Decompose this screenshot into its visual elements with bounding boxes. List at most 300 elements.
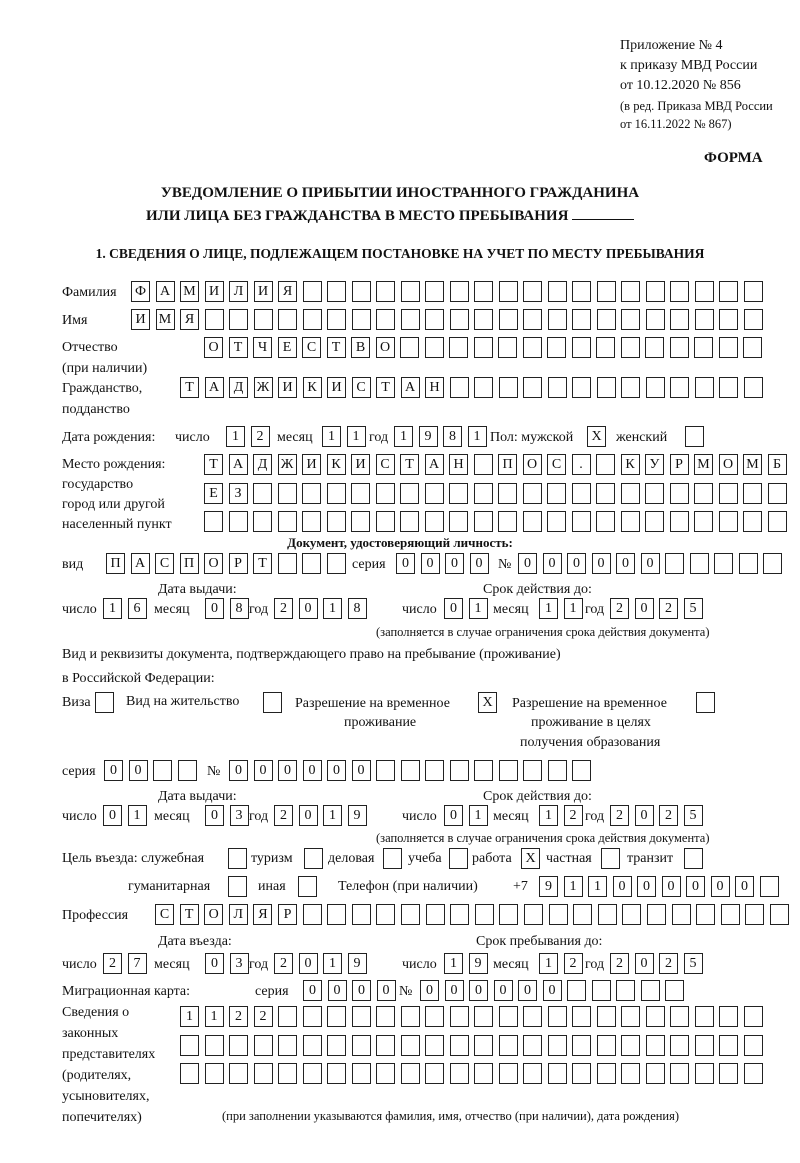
char-box[interactable] [450,309,469,330]
char-box[interactable] [695,377,714,398]
char-box[interactable] [327,281,346,302]
char-box[interactable]: . [572,454,591,475]
char-box[interactable] [670,309,689,330]
char-box[interactable]: С [302,337,321,358]
char-box[interactable] [719,377,738,398]
char-box[interactable] [597,1063,616,1084]
char-box[interactable] [695,281,714,302]
char-box[interactable] [621,483,640,504]
char-box[interactable]: 0 [518,553,537,574]
char-box[interactable] [376,309,395,330]
char-box[interactable]: Н [449,454,468,475]
char-box[interactable] [768,483,787,504]
char-box[interactable]: А [425,454,444,475]
char-box[interactable]: А [205,377,224,398]
char-box[interactable] [474,760,493,781]
char-box[interactable] [474,511,493,532]
char-box[interactable]: Т [400,454,419,475]
char-box[interactable]: Д [253,454,272,475]
char-box[interactable]: 0 [421,553,440,574]
char-box[interactable] [303,1063,322,1084]
char-box[interactable] [645,511,664,532]
char-box[interactable]: М [156,309,175,330]
char-box[interactable] [547,511,566,532]
char-box[interactable]: 0 [445,553,464,574]
char-box[interactable]: 0 [352,760,371,781]
char-box[interactable]: 0 [396,553,415,574]
char-box[interactable] [474,309,493,330]
char-box[interactable] [327,483,346,504]
char-box[interactable] [670,511,689,532]
char-box[interactable]: М [180,281,199,302]
char-box[interactable] [425,309,444,330]
char-box[interactable] [597,309,616,330]
char-box[interactable]: 0 [686,876,705,897]
char-box[interactable]: 1 [468,426,487,447]
char-box[interactable] [670,1063,689,1084]
char-box[interactable] [670,1006,689,1027]
char-box[interactable]: Л [229,281,248,302]
char-box[interactable]: 2 [103,953,122,974]
char-box[interactable] [228,876,247,897]
char-box[interactable] [327,309,346,330]
char-box[interactable] [572,377,591,398]
char-box[interactable] [474,454,493,475]
char-box[interactable] [665,553,684,574]
char-box[interactable]: 1 [323,805,342,826]
char-box[interactable] [327,1035,346,1056]
char-box[interactable]: С [352,377,371,398]
char-box[interactable]: И [302,454,321,475]
char-box[interactable]: 0 [543,980,562,1001]
char-box[interactable] [744,377,763,398]
char-box[interactable] [597,281,616,302]
char-box[interactable]: 9 [419,426,438,447]
char-box[interactable] [694,337,713,358]
char-box[interactable] [180,1063,199,1084]
char-box[interactable] [670,281,689,302]
char-box[interactable] [621,309,640,330]
char-box[interactable]: Р [670,454,689,475]
char-box[interactable] [548,377,567,398]
char-box[interactable] [327,511,346,532]
char-box[interactable]: 0 [352,980,371,1001]
char-box[interactable]: 1 [539,598,558,619]
char-box[interactable] [401,1006,420,1027]
char-box[interactable] [547,483,566,504]
char-box[interactable] [450,904,469,925]
char-box[interactable] [616,980,635,1001]
char-box[interactable] [425,1063,444,1084]
char-box[interactable] [768,511,787,532]
char-box[interactable]: П [498,454,517,475]
char-box[interactable]: Т [204,454,223,475]
char-box[interactable] [523,760,542,781]
char-box[interactable]: 0 [104,760,123,781]
char-box[interactable]: 0 [613,876,632,897]
char-box[interactable]: 2 [610,598,629,619]
char-box[interactable] [696,692,715,713]
char-box[interactable]: 0 [635,598,654,619]
char-box[interactable] [601,848,620,869]
char-box[interactable]: И [351,454,370,475]
char-box[interactable]: 1 [444,953,463,974]
char-box[interactable] [278,511,297,532]
char-box[interactable]: 1 [539,805,558,826]
char-box[interactable]: 2 [610,805,629,826]
char-box[interactable]: А [229,454,248,475]
char-box[interactable] [523,377,542,398]
char-box[interactable]: 0 [328,980,347,1001]
char-box[interactable]: Ф [131,281,150,302]
char-box[interactable] [770,904,789,925]
char-box[interactable] [719,1006,738,1027]
char-box[interactable]: С [547,454,566,475]
char-box[interactable]: X [521,848,540,869]
char-box[interactable] [474,483,493,504]
char-box[interactable] [760,876,779,897]
char-box[interactable] [205,309,224,330]
char-box[interactable] [719,337,738,358]
char-box[interactable] [744,309,763,330]
char-box[interactable] [449,483,468,504]
char-box[interactable] [401,309,420,330]
char-box[interactable]: И [205,281,224,302]
char-box[interactable]: Т [180,377,199,398]
char-box[interactable] [719,281,738,302]
char-box[interactable] [696,904,715,925]
char-box[interactable] [253,511,272,532]
char-box[interactable]: 0 [469,980,488,1001]
char-box[interactable] [523,309,542,330]
char-box[interactable] [672,904,691,925]
char-box[interactable] [719,309,738,330]
char-box[interactable] [400,483,419,504]
char-box[interactable] [229,1035,248,1056]
char-box[interactable]: 2 [274,805,293,826]
char-box[interactable] [596,511,615,532]
char-box[interactable] [695,1063,714,1084]
char-box[interactable] [548,281,567,302]
char-box[interactable] [744,1035,763,1056]
char-box[interactable] [572,511,591,532]
char-box[interactable]: 1 [469,805,488,826]
char-box[interactable] [425,281,444,302]
char-box[interactable]: Я [180,309,199,330]
char-box[interactable]: Ч [253,337,272,358]
char-box[interactable] [303,1006,322,1027]
char-box[interactable] [401,281,420,302]
char-box[interactable]: 1 [205,1006,224,1027]
char-box[interactable]: 0 [662,876,681,897]
char-box[interactable] [401,1063,420,1084]
char-box[interactable] [95,692,114,713]
char-box[interactable] [646,309,665,330]
char-box[interactable] [499,281,518,302]
char-box[interactable]: 8 [443,426,462,447]
char-box[interactable]: У [645,454,664,475]
char-box[interactable] [690,553,709,574]
char-box[interactable]: 0 [637,876,656,897]
char-box[interactable]: 9 [348,953,367,974]
char-box[interactable] [475,904,494,925]
char-box[interactable]: 2 [229,1006,248,1027]
char-box[interactable] [229,1063,248,1084]
char-box[interactable]: К [621,454,640,475]
char-box[interactable]: 0 [129,760,148,781]
char-box[interactable] [352,1006,371,1027]
char-box[interactable]: 9 [469,953,488,974]
char-box[interactable] [596,454,615,475]
char-box[interactable] [598,904,617,925]
char-box[interactable] [303,309,322,330]
char-box[interactable] [450,760,469,781]
char-box[interactable]: X [478,692,497,713]
char-box[interactable]: 0 [254,760,273,781]
char-box[interactable]: 1 [322,426,341,447]
char-box[interactable] [400,337,419,358]
char-box[interactable] [523,281,542,302]
char-box[interactable] [743,511,762,532]
char-box[interactable] [647,904,666,925]
char-box[interactable] [621,1006,640,1027]
char-box[interactable] [523,1006,542,1027]
char-box[interactable] [229,309,248,330]
char-box[interactable] [205,1035,224,1056]
char-box[interactable] [425,337,444,358]
char-box[interactable] [523,1035,542,1056]
char-box[interactable]: Е [278,337,297,358]
char-box[interactable] [499,760,518,781]
char-box[interactable]: 0 [205,953,224,974]
char-box[interactable]: 5 [684,953,703,974]
char-box[interactable]: 0 [299,953,318,974]
char-box[interactable] [376,1035,395,1056]
char-box[interactable]: 3 [230,805,249,826]
char-box[interactable] [376,1006,395,1027]
char-box[interactable] [523,337,542,358]
char-box[interactable] [474,337,493,358]
char-box[interactable] [352,1063,371,1084]
char-box[interactable] [597,1035,616,1056]
char-box[interactable]: С [155,904,174,925]
char-box[interactable] [548,760,567,781]
char-box[interactable]: 0 [518,980,537,1001]
char-box[interactable]: 2 [564,953,583,974]
char-box[interactable] [450,377,469,398]
char-box[interactable]: 0 [420,980,439,1001]
char-box[interactable] [646,1063,665,1084]
char-box[interactable] [352,309,371,330]
char-box[interactable] [719,483,738,504]
char-box[interactable]: 1 [323,598,342,619]
char-box[interactable] [684,848,703,869]
char-box[interactable] [498,511,517,532]
char-box[interactable] [596,337,615,358]
char-box[interactable] [278,483,297,504]
char-box[interactable]: Ж [254,377,273,398]
char-box[interactable] [450,281,469,302]
char-box[interactable]: 0 [205,805,224,826]
char-box[interactable] [205,1063,224,1084]
char-box[interactable]: 0 [494,980,513,1001]
char-box[interactable]: Р [229,553,248,574]
char-box[interactable]: С [155,553,174,574]
char-box[interactable] [474,1063,493,1084]
char-box[interactable] [744,281,763,302]
char-box[interactable]: Л [229,904,248,925]
char-box[interactable] [645,483,664,504]
char-box[interactable]: Д [229,377,248,398]
char-box[interactable]: 0 [592,553,611,574]
char-box[interactable]: 0 [445,980,464,1001]
char-box[interactable]: Т [229,337,248,358]
char-box[interactable]: 0 [635,805,654,826]
char-box[interactable] [278,553,297,574]
char-box[interactable] [572,760,591,781]
char-box[interactable] [567,980,586,1001]
char-box[interactable]: 2 [610,953,629,974]
char-box[interactable] [376,483,395,504]
char-box[interactable] [670,483,689,504]
char-box[interactable] [743,337,762,358]
char-box[interactable] [573,904,592,925]
char-box[interactable] [499,377,518,398]
char-box[interactable]: 0 [299,598,318,619]
char-box[interactable]: Р [278,904,297,925]
char-box[interactable] [278,1035,297,1056]
char-box[interactable] [302,511,321,532]
char-box[interactable] [351,511,370,532]
char-box[interactable] [401,760,420,781]
char-box[interactable]: 2 [274,953,293,974]
char-box[interactable] [714,553,733,574]
char-box[interactable]: 0 [103,805,122,826]
char-box[interactable]: 1 [347,426,366,447]
char-box[interactable] [523,1063,542,1084]
char-box[interactable]: В [351,337,370,358]
char-box[interactable] [474,377,493,398]
char-box[interactable] [547,337,566,358]
char-box[interactable] [229,511,248,532]
char-box[interactable]: 7 [128,953,147,974]
char-box[interactable] [228,848,247,869]
char-box[interactable]: М [694,454,713,475]
char-box[interactable] [278,1006,297,1027]
char-box[interactable]: Ж [278,454,297,475]
char-box[interactable]: О [204,553,223,574]
char-box[interactable]: 2 [659,953,678,974]
char-box[interactable] [721,904,740,925]
char-box[interactable]: К [303,377,322,398]
char-box[interactable] [254,1063,273,1084]
char-box[interactable] [646,1035,665,1056]
char-box[interactable] [499,309,518,330]
char-box[interactable] [376,511,395,532]
char-box[interactable] [425,760,444,781]
char-box[interactable]: О [204,337,223,358]
char-box[interactable] [621,281,640,302]
char-box[interactable] [597,377,616,398]
char-box[interactable]: 6 [128,598,147,619]
char-box[interactable] [572,337,591,358]
char-box[interactable] [549,904,568,925]
char-box[interactable]: 8 [348,598,367,619]
char-box[interactable]: 1 [226,426,245,447]
char-box[interactable] [351,483,370,504]
char-box[interactable]: 0 [327,760,346,781]
char-box[interactable] [524,904,543,925]
char-box[interactable] [352,904,371,925]
char-box[interactable]: М [743,454,762,475]
char-box[interactable]: Б [768,454,787,475]
char-box[interactable] [425,1035,444,1056]
char-box[interactable] [254,309,273,330]
char-box[interactable] [572,1006,591,1027]
char-box[interactable]: Е [204,483,223,504]
char-box[interactable] [401,1035,420,1056]
char-box[interactable] [352,1035,371,1056]
char-box[interactable] [572,309,591,330]
char-box[interactable] [327,553,346,574]
char-box[interactable] [376,760,395,781]
char-box[interactable] [597,1006,616,1027]
char-box[interactable]: 0 [543,553,562,574]
char-box[interactable] [499,1035,518,1056]
char-box[interactable]: 1 [394,426,413,447]
char-box[interactable] [450,1063,469,1084]
char-box[interactable]: О [204,904,223,925]
char-box[interactable]: 0 [205,598,224,619]
char-box[interactable]: 0 [641,553,660,574]
char-box[interactable]: 0 [278,760,297,781]
char-box[interactable] [744,1063,763,1084]
char-box[interactable]: Т [253,553,272,574]
char-box[interactable]: 0 [711,876,730,897]
char-box[interactable] [646,377,665,398]
char-box[interactable] [498,337,517,358]
char-box[interactable] [548,1063,567,1084]
char-box[interactable] [425,511,444,532]
char-box[interactable]: 1 [539,953,558,974]
char-box[interactable]: А [131,553,150,574]
char-box[interactable] [745,904,764,925]
char-box[interactable] [498,483,517,504]
char-box[interactable] [641,980,660,1001]
char-box[interactable]: З [229,483,248,504]
char-box[interactable] [383,848,402,869]
char-box[interactable] [303,1035,322,1056]
char-box[interactable] [450,1006,469,1027]
char-box[interactable]: К [327,454,346,475]
char-box[interactable] [695,309,714,330]
char-box[interactable]: 1 [323,953,342,974]
char-box[interactable]: О [376,337,395,358]
char-box[interactable]: 1 [564,876,583,897]
char-box[interactable] [739,553,758,574]
char-box[interactable]: Т [180,904,199,925]
char-box[interactable] [548,1035,567,1056]
char-box[interactable]: А [156,281,175,302]
char-box[interactable] [178,760,197,781]
char-box[interactable] [695,1035,714,1056]
char-box[interactable] [400,511,419,532]
char-box[interactable] [303,904,322,925]
char-box[interactable] [646,1006,665,1027]
char-box[interactable] [352,281,371,302]
char-box[interactable] [719,511,738,532]
char-box[interactable]: Я [253,904,272,925]
